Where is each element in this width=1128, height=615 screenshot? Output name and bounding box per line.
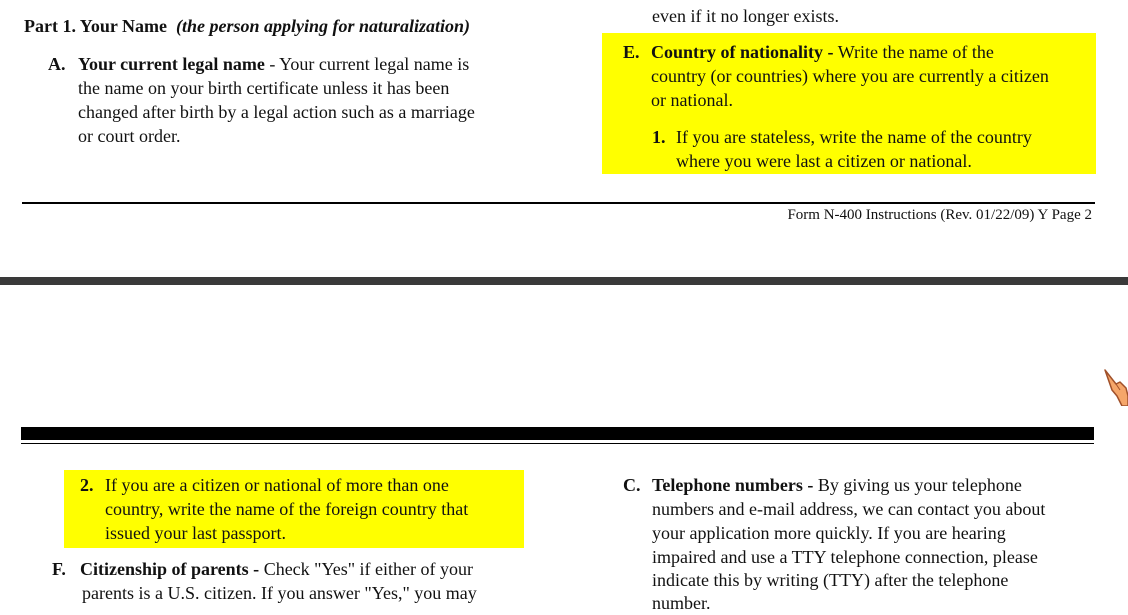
item-2-line-3: issued your last passport.: [105, 523, 286, 543]
section-f-line-1: [80, 557, 473, 581]
item-2-marker: 2.: [80, 475, 94, 495]
section-c-marker: C.: [623, 475, 641, 495]
section-c-line-2: numbers and e-mail address, we can contact you about: [652, 499, 1046, 519]
section-f-line-2: parents is a U.S. citizen. If you answer "Yes," you may: [82, 583, 477, 603]
section-c-text: By giving us your telephone: [813, 475, 1022, 495]
section-c-line-3: your application more quickly. If you are hearing: [652, 523, 1006, 543]
section-c-line-4: impaired and use a TTY telephone connection, please: [652, 547, 1038, 567]
section-f-marker: F.: [52, 559, 66, 579]
item-1-line-2: where you were last a citizen or national.: [676, 151, 972, 171]
section-a-text: - Your current legal name is: [264, 54, 470, 74]
item-1-marker: 1.: [652, 127, 666, 147]
section-e-line-1: [651, 40, 994, 64]
section-e-text: Write the name of the: [833, 42, 994, 62]
section-e-line-3: or national.: [651, 90, 733, 110]
item-1-line-1: If you are stateless, write the name of the country: [676, 127, 1032, 147]
item-2-line-1: If you are a citizen or national of more than one: [105, 475, 449, 495]
section-a-line-2: the name on your birth certificate unless it has been: [78, 78, 450, 98]
page-separator: [0, 277, 1128, 285]
part-heading: Part 1. Your Name: [24, 16, 167, 36]
section-c-line-6: number.: [652, 593, 711, 613]
item-2-line-2: country, write the name of the foreign country that: [105, 499, 469, 519]
part-subheading: (the person applying for naturalization): [175, 16, 471, 36]
section-a-title: Your current legal name: [78, 54, 265, 74]
section-f-title: Citizenship of parents -: [80, 559, 260, 579]
page-footer: Form N-400 Instructions (Rev. 01/22/09) Y Page 2: [787, 207, 1092, 223]
section-f-text: Check "Yes" if either of your: [259, 559, 474, 579]
section-c-line-1: [652, 473, 1022, 497]
footer-rule: [22, 202, 1095, 204]
section-a-line-3: changed after birth by a legal action such as a marriage: [78, 102, 475, 122]
section-c-line-5: indicate this by writing (TTY) after the telephone: [652, 570, 1009, 590]
section-c-title: Telephone numbers -: [652, 475, 814, 495]
section-a-line-1: [78, 52, 469, 76]
section-a-line-4: or court order.: [78, 126, 181, 146]
right-top-line: even if it no longer exists.: [652, 6, 839, 26]
header-rule: [21, 427, 1094, 440]
section-e-marker: E.: [623, 42, 640, 62]
part-1-heading: [24, 14, 470, 38]
section-e-title: Country of nationality -: [651, 42, 834, 62]
section-a-marker: A.: [48, 54, 66, 74]
pointing-hand-cursor-icon: [1102, 366, 1128, 406]
section-e-line-2: country (or countries) where you are currently a citizen: [651, 66, 1049, 86]
header-rule-thin: [21, 443, 1094, 444]
